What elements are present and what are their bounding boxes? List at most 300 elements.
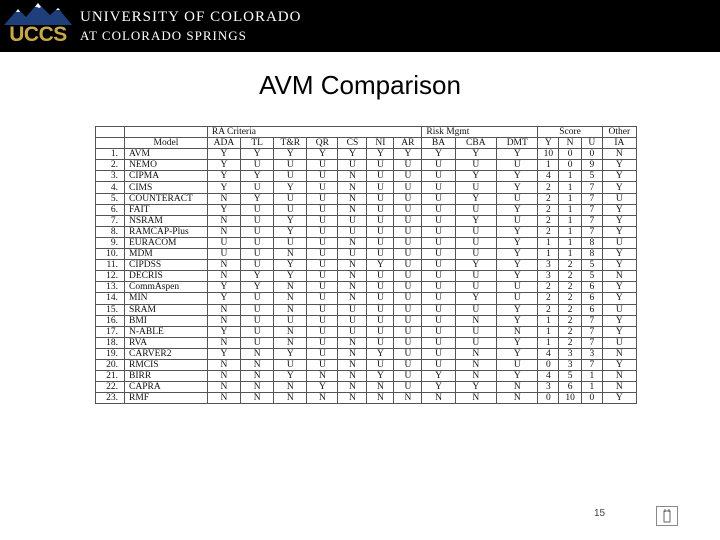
table-cell: Y [602,215,636,226]
table-cell: U [338,315,367,326]
table-cell: U [394,282,422,293]
table-cell: U [455,282,496,293]
table-cell: 3 [538,271,559,282]
table-cell: U [455,226,496,237]
table-cell: 4 [538,348,559,359]
row-index: 14. [96,293,125,304]
table-cell: U [394,371,422,382]
table-cell: Y [241,282,274,293]
table-cell: U [367,249,394,260]
table-cell: Y [394,149,422,160]
table-cell: N [207,226,240,237]
table-cell: U [394,337,422,348]
table-cell: U [307,249,338,260]
table-cell: U [338,249,367,260]
table-cell: N [497,393,538,404]
table-cell: N [455,359,496,370]
table-cell: U [307,282,338,293]
table-cell: Y [307,149,338,160]
table-cell: U [497,293,538,304]
table-cell: U [367,160,394,171]
table-cell: N [274,393,307,404]
column-header-10: CBA [455,138,496,149]
table-cell: Y [497,348,538,359]
row-index: 2. [96,160,125,171]
table-cell: U [241,326,274,337]
table-cell: 7 [581,315,602,326]
table-cell: N [207,393,240,404]
table-cell: U [602,237,636,248]
table-cell: U [367,193,394,204]
table-cell: 2 [559,293,582,304]
table-cell: U [367,337,394,348]
table-cell: Y [207,204,240,215]
table-cell: Y [367,371,394,382]
table-cell: N [455,371,496,382]
table-cell: 2 [559,337,582,348]
table-cell: 7 [581,359,602,370]
model-name: NSRAM [125,215,208,226]
table-cell: U [367,359,394,370]
campus-name: AT COLORADO SPRINGS [80,28,247,43]
table-cell: Y [367,260,394,271]
table-cell: 1 [538,326,559,337]
model-name: CommAspen [125,282,208,293]
table-cell: U [241,204,274,215]
column-header-2: ADA [207,138,240,149]
table-row [96,348,637,359]
table-cell: Y [497,304,538,315]
table-cell: Y [274,260,307,271]
table-cell: U [338,160,367,171]
table-cell: 5 [581,171,602,182]
table-cell: U [497,282,538,293]
table-cell: U [307,226,338,237]
table-cell: 6 [581,282,602,293]
table-cell: Y [338,149,367,160]
table-cell: N [207,215,240,226]
table-cell: 1 [559,226,582,237]
table-cell: U [394,215,422,226]
table-cell: 1 [538,337,559,348]
table-cell: N [241,393,274,404]
table-cell: 3 [559,359,582,370]
table-cell: N [602,149,636,160]
table-cell: U [307,359,338,370]
table-cell: N [602,371,636,382]
table-cell: U [394,293,422,304]
table-cell: 10 [538,149,559,160]
table-row [96,337,637,348]
table-cell: U [274,204,307,215]
table-cell: U [455,204,496,215]
table-cell: U [307,348,338,359]
table-cell: N [274,304,307,315]
table-cell: 7 [581,193,602,204]
table-row [96,237,637,248]
table-cell: Y [274,149,307,160]
table-cell: U [307,215,338,226]
table-row [96,271,637,282]
table-cell: N [274,382,307,393]
table-cell: Y [497,371,538,382]
column-header-6: CS [338,138,367,149]
page-number: 15 [594,508,606,519]
comparison-table-wrap [95,126,637,404]
model-name: CIPDSS [125,260,208,271]
table-cell: Y [422,149,455,160]
row-index: 11. [96,260,125,271]
table-cell: 3 [559,348,582,359]
table-cell: 8 [581,249,602,260]
model-name: FAIT [125,204,208,215]
table-cell: Y [455,171,496,182]
column-header-9: BA [422,138,455,149]
table-cell: N [455,393,496,404]
table-cell: U [394,315,422,326]
table-cell: U [394,348,422,359]
column-header-11: DMT [497,138,538,149]
table-cell: U [307,315,338,326]
table-cell: U [241,182,274,193]
row-index: 9. [96,237,125,248]
table-cell: Y [207,149,240,160]
table-cell: U [455,337,496,348]
table-row [96,182,637,193]
blank-cell [125,127,208,138]
table-cell: U [307,237,338,248]
table-cell: U [241,337,274,348]
table-cell: U [274,193,307,204]
table-cell: N [207,382,240,393]
index-header [96,138,125,149]
table-row [96,326,637,337]
table-cell: 10 [559,393,582,404]
table-row [96,160,637,171]
table-cell: U [422,226,455,237]
table-cell: Y [497,182,538,193]
table-cell: U [422,215,455,226]
table-cell: 2 [559,326,582,337]
table-cell: U [274,171,307,182]
table-cell: 3 [581,348,602,359]
table-cell: N [274,293,307,304]
table-row [96,260,637,271]
table-cell: U [241,237,274,248]
table-cell: N [338,182,367,193]
table-row [96,249,637,260]
table-cell: 6 [559,382,582,393]
table-cell: U [207,249,240,260]
table-cell: U [367,293,394,304]
table-cell: Y [455,260,496,271]
table-cell: 0 [538,393,559,404]
table-cell: Y [207,293,240,304]
table-cell: Y [367,149,394,160]
table-cell: U [602,337,636,348]
table-cell: Y [497,237,538,248]
table-cell: Y [497,249,538,260]
model-name: CIPMA [125,171,208,182]
table-row [96,193,637,204]
table-cell: Y [602,359,636,370]
table-cell: U [367,215,394,226]
table-cell: Y [497,260,538,271]
table-cell: Y [497,204,538,215]
slide-title: AVM Comparison [259,70,461,100]
table-cell: 2 [559,271,582,282]
table-cell: Y [241,193,274,204]
table-cell: U [455,271,496,282]
table-cell: U [422,237,455,248]
table-cell: Y [602,393,636,404]
row-index: 1. [96,149,125,160]
model-name: CAPRA [125,382,208,393]
table-cell: U [422,171,455,182]
table-cell: N [207,271,240,282]
table-cell: Y [455,382,496,393]
model-name: SRAM [125,304,208,315]
row-index: 22. [96,382,125,393]
table-cell: Y [602,160,636,171]
table-cell: Y [274,182,307,193]
slide-nav-icon[interactable] [656,506,678,526]
table-cell: U [367,326,394,337]
table-cell: 2 [559,315,582,326]
table-cell: 0 [559,160,582,171]
column-header-7: NI [367,138,394,149]
table-cell: Y [602,260,636,271]
table-cell: U [338,326,367,337]
table-cell: N [241,359,274,370]
table-cell: 7 [581,182,602,193]
table-cell: Y [455,193,496,204]
table-cell: U [307,293,338,304]
table-cell: U [455,249,496,260]
table-cell: N [207,260,240,271]
table-cell: U [497,215,538,226]
table-cell: N [338,393,367,404]
table-cell: U [422,348,455,359]
table-cell: U [241,315,274,326]
table-cell: U [367,315,394,326]
table-cell: U [394,171,422,182]
table-cell: 2 [538,193,559,204]
table-cell: U [602,193,636,204]
table-cell: U [422,204,455,215]
table-row [96,215,637,226]
model-name: MDM [125,249,208,260]
table-cell: N [338,171,367,182]
table-cell: 2 [559,282,582,293]
table-cell: N [274,282,307,293]
table-cell: N [207,371,240,382]
table-cell: 0 [581,149,602,160]
table-cell: Y [274,226,307,237]
model-name: RAMCAP-Plus [125,226,208,237]
table-cell: 0 [559,149,582,160]
table-cell: N [207,315,240,326]
uccs-logo [4,3,72,49]
table-cell: U [367,204,394,215]
table-cell: N [422,393,455,404]
table-cell: N [307,393,338,404]
score-header: Score [538,127,602,138]
table-cell: U [394,160,422,171]
table-cell: Y [207,182,240,193]
table-cell: N [367,393,394,404]
row-index: 12. [96,271,125,282]
table-cell: U [307,171,338,182]
table-cell: U [367,304,394,315]
table-cell: Y [497,171,538,182]
other-header: Other [602,127,636,138]
table-cell: U [338,226,367,237]
table-cell: 1 [559,182,582,193]
header-bar [0,0,720,52]
table-cell: U [338,215,367,226]
table-cell: U [274,359,307,370]
table-cell: 7 [581,204,602,215]
table-cell: Y [497,337,538,348]
group-header-row [96,127,637,138]
model-name: DECRIS [125,271,208,282]
table-cell: Y [455,215,496,226]
table-cell: Y [602,282,636,293]
table-cell: 1 [538,237,559,248]
table-cell: U [367,171,394,182]
model-name: N-ABLE [125,326,208,337]
row-index: 17. [96,326,125,337]
row-index: 19. [96,348,125,359]
table-cell: U [241,215,274,226]
model-name: MIN [125,293,208,304]
table-cell: U [422,315,455,326]
table-cell: Y [422,371,455,382]
table-cell: Y [207,160,240,171]
table-cell: U [394,204,422,215]
avm-comparison-table [95,126,637,404]
table-cell: U [338,304,367,315]
table-cell: U [394,271,422,282]
table-cell: 7 [581,326,602,337]
table-body [96,149,637,404]
table-cell: Y [241,149,274,160]
table-cell: 3 [538,260,559,271]
table-row [96,382,637,393]
table-cell: 2 [538,182,559,193]
university-name: UNIVERSITY OF COLORADO [80,9,302,25]
table-cell: N [338,359,367,370]
column-header-1: Model [125,138,208,149]
table-cell: N [338,282,367,293]
table-cell: Y [602,315,636,326]
table-cell: Y [455,293,496,304]
table-cell: U [422,193,455,204]
table-cell: 2 [559,304,582,315]
table-cell: Y [602,326,636,337]
table-cell: U [307,182,338,193]
table-cell: 5 [581,271,602,282]
table-cell: U [422,337,455,348]
model-name: RMF [125,393,208,404]
table-cell: U [422,359,455,370]
table-cell: U [422,326,455,337]
table-cell: U [307,326,338,337]
table-cell: 7 [581,337,602,348]
model-name: CARVER2 [125,348,208,359]
model-name: COUNTERACT [125,193,208,204]
table-cell: U [207,237,240,248]
column-header-14: U [581,138,602,149]
table-cell: N [207,193,240,204]
table-cell: 1 [559,237,582,248]
table-cell: Y [497,271,538,282]
table-cell: N [207,359,240,370]
table-cell: 1 [581,382,602,393]
table-cell: N [207,304,240,315]
table-cell: 4 [538,171,559,182]
table-cell: Y [422,382,455,393]
table-cell: Y [274,371,307,382]
table-cell: U [394,260,422,271]
table-cell: 1 [538,160,559,171]
row-index: 21. [96,371,125,382]
table-cell: 1 [559,171,582,182]
table-cell: N [241,348,274,359]
ra-criteria-header: RA Criteria [207,127,422,138]
table-cell: 2 [538,226,559,237]
table-row [96,315,637,326]
table-cell: 0 [581,393,602,404]
row-index: 23. [96,393,125,404]
table-cell: Y [274,348,307,359]
table-cell: Y [455,149,496,160]
table-cell: U [367,271,394,282]
table-cell: 8 [581,237,602,248]
table-cell: U [422,160,455,171]
table-cell: Y [274,271,307,282]
table-cell: N [602,348,636,359]
row-index: 5. [96,193,125,204]
table-cell: U [422,304,455,315]
row-index: 13. [96,282,125,293]
blank-cell [96,127,125,138]
table-cell: Y [602,226,636,237]
table-cell: U [394,326,422,337]
table-cell: 3 [538,382,559,393]
model-name: AVM [125,149,208,160]
table-cell: U [455,326,496,337]
table-cell: U [394,304,422,315]
table-cell: Y [241,271,274,282]
table-cell: U [497,193,538,204]
table-cell: N [338,337,367,348]
table-cell: U [422,271,455,282]
row-index: 15. [96,304,125,315]
table-cell: Y [241,171,274,182]
mountain-logo-icon [4,3,72,25]
table-cell: 5 [581,260,602,271]
table-cell: N [207,337,240,348]
table-cell: U [367,182,394,193]
table-cell: U [455,304,496,315]
table-row [96,293,637,304]
table-cell: U [367,237,394,248]
table-cell: N [338,371,367,382]
table-cell: U [394,237,422,248]
table-cell: U [422,293,455,304]
